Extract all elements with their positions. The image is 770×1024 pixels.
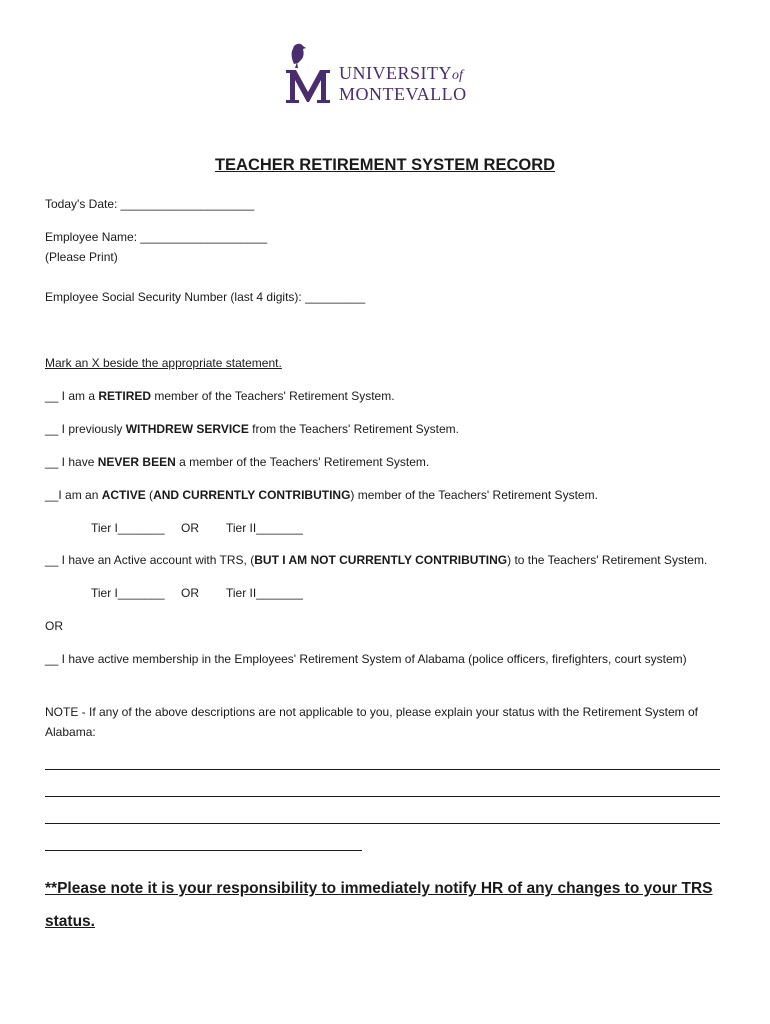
active-tier-or: OR — [181, 521, 199, 535]
option-inactive-account[interactable] — [45, 552, 707, 568]
option-retired-suffix: member of the Teachers' Retirement System. — [151, 389, 395, 403]
option-never-been[interactable] — [45, 454, 429, 470]
logo-wordmark — [339, 64, 467, 104]
active-tier1-field[interactable]: Tier I_______ — [91, 521, 165, 535]
or-separator: OR — [45, 619, 63, 633]
inactive-tier1-field[interactable]: Tier I_______ — [91, 586, 165, 600]
option-withdrew-bold: WITHDREW SERVICE — [125, 422, 249, 436]
option-withdrew-suffix: from the Teachers' Retirement System. — [248, 422, 459, 436]
option-active-middle: ( — [145, 488, 154, 502]
final-notice: **Please note it is your responsibility to immediately notify HR of any changes to your TRS status. — [45, 880, 713, 930]
explanation-line-4[interactable] — [45, 850, 362, 851]
option-inactive-bold: BUT I AM NOT CURRENTLY CONTRIBUTING — [254, 553, 508, 567]
option-retired-prefix: __ I am a — [45, 389, 99, 403]
logo-university: UNIVERSITY — [339, 63, 452, 83]
note-text: NOTE - If any of the above descriptions are not applicable to you, please explain your status with the Retirement System of Alabama: — [45, 705, 699, 739]
logo-of: of — [452, 68, 463, 83]
option-never-bold: NEVER BEEN — [97, 455, 176, 469]
option-never-prefix: __ I have — [45, 455, 98, 469]
option-never-suffix: a member of the Teachers' Retirement System. — [175, 455, 430, 469]
instruction-text: Mark an X beside the appropriate statement. — [45, 356, 282, 370]
page-title: TEACHER RETIREMENT SYSTEM RECORD — [214, 156, 556, 174]
option-active-suffix: ) member of the Teachers' Retirement System. — [350, 488, 598, 502]
option-retired-bold: RETIRED — [98, 389, 152, 403]
logo-montevallo: MONTEVALLO — [339, 84, 467, 104]
please-print-note: (Please Print) — [45, 250, 118, 264]
option-withdrew[interactable] — [45, 421, 459, 437]
option-active[interactable] — [45, 487, 598, 503]
option-retired[interactable] — [45, 388, 395, 404]
option-active-prefix: __I am an — [45, 488, 102, 502]
option-inactive-prefix: __ I have an Active account with TRS, ( — [45, 553, 255, 567]
university-logo — [284, 42, 494, 108]
employee-name-field[interactable]: Employee Name: ___________________ — [45, 230, 268, 244]
bird-perched-on-m-icon — [284, 42, 336, 108]
option-active-bold2: AND CURRENTLY CONTRIBUTING — [153, 488, 351, 502]
option-inactive-suffix: ) to the Teachers' Retirement System. — [507, 553, 708, 567]
explanation-line-3[interactable] — [45, 823, 720, 824]
option-withdrew-prefix: __ I previously — [45, 422, 126, 436]
active-tier2-field[interactable]: Tier II_______ — [226, 521, 303, 535]
explanation-line-1[interactable] — [45, 769, 720, 770]
explanation-line-2[interactable] — [45, 796, 720, 797]
todays-date-field[interactable]: Today's Date: ____________________ — [45, 197, 255, 211]
ssn-field[interactable]: Employee Social Security Number (last 4 digits): _________ — [45, 290, 366, 304]
option-active-bold1: ACTIVE — [101, 488, 146, 502]
inactive-tier2-field[interactable]: Tier II_______ — [226, 586, 303, 600]
inactive-tier-or: OR — [181, 586, 199, 600]
option-ers-membership[interactable]: __ I have active membership in the Employees' Retirement System of Alabama (police officers, firefighters, court system) — [45, 652, 687, 666]
